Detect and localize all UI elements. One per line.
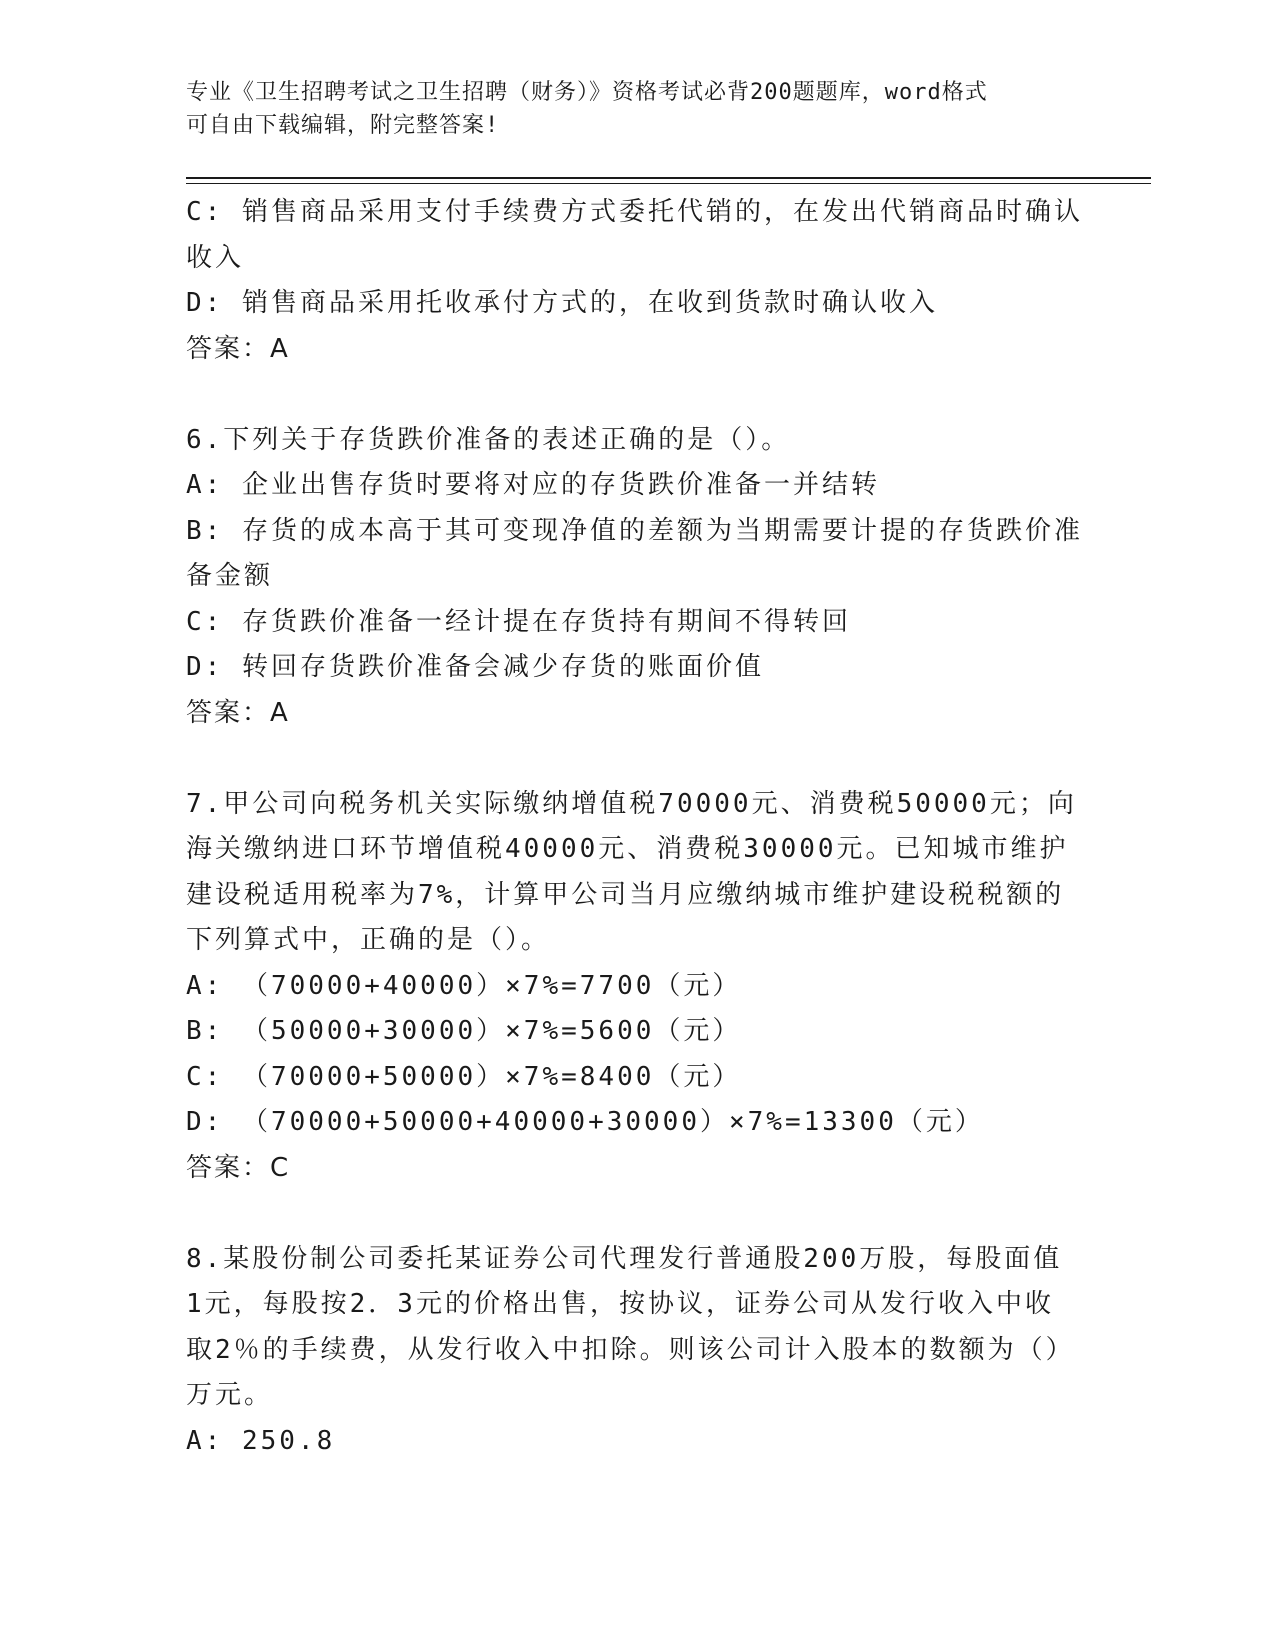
q7-option-b: B: （50000+30000）×7%=5600（元） — [186, 1016, 742, 1046]
spacer — [186, 372, 1086, 418]
q7-option-d: D: （70000+50000+40000+30000）×7%=13300（元） — [186, 1107, 984, 1137]
question-8 — [186, 1237, 1086, 1465]
q5-option-c: C: 销售商品采用支付手续费方式委托代销的，在发出代销商品时确认 — [186, 197, 1083, 227]
q7-stem-line-1: 7.甲公司向税务机关实际缴纳增值税70000元、消费税50000元；向 — [186, 788, 1077, 819]
q7-stem-line-3: 建设税适用税率为7%，计算甲公司当月应缴纳城市维护建设税税额的 — [186, 879, 1065, 910]
q8-stem-line-2: 1元，每股按2．3元的价格出售，按协议，证券公司从发行收入中收 — [186, 1289, 1054, 1319]
q7-stem-line-2: 海关缴纳进口环节增值税40000元、消费税30000元。已知城市维护 — [186, 834, 1069, 864]
header-line-1: 专业《卫生招聘考试之卫生招聘（财务）》资格考试必背200题题库，word格式 — [186, 80, 988, 105]
q7-stem-line-4: 下列算式中，正确的是（）。 — [186, 925, 551, 955]
q5-answer: 答案：A — [186, 333, 290, 364]
q6-option-b-continued: 备金额 — [186, 561, 274, 591]
q8-stem-line-1: 8.某股份制公司委托某证券公司代理发行普通股200万股，每股面值 — [186, 1243, 1063, 1274]
q5-option-c-continued: 收入 — [186, 242, 245, 273]
q6-option-a: A: 企业出售存货时要将对应的存货跌价准备一并结转 — [186, 470, 880, 500]
spacer — [186, 1191, 1086, 1237]
q6-option-b: B: 存货的成本高于其可变现净值的差额为当期需要计提的存货跌价准 — [186, 515, 1083, 546]
q8-option-a: A: 250.8 — [186, 1425, 336, 1456]
q8-stem-line-3: 取2％的手续费，从发行收入中扣除。则该公司计入股本的数额为（） — [186, 1334, 1075, 1365]
document-body — [186, 190, 1086, 1464]
q7-answer: 答案：C — [186, 1152, 291, 1183]
header-line-2: 可自由下载编辑，附完整答案! — [186, 113, 500, 138]
question-7 — [186, 782, 1086, 1192]
q6-option-d: D: 转回存货跌价准备会减少存货的账面价值 — [186, 652, 764, 682]
header-rule-thick — [186, 177, 1151, 179]
q8-stem-line-4: 万元。 — [186, 1380, 274, 1410]
header-rule-thin — [186, 183, 1151, 184]
q7-option-a: A: （70000+40000）×7%=7700（元） — [186, 970, 742, 1001]
document-header — [186, 76, 1086, 142]
spacer — [186, 736, 1086, 782]
q7-option-c: C: （70000+50000）×7%=8400（元） — [186, 1061, 742, 1092]
q6-stem: 6.下列关于存货跌价准备的表述正确的是（）。 — [186, 424, 791, 455]
question-5-fragment — [186, 190, 1086, 372]
q6-answer: 答案：A — [186, 697, 290, 728]
q5-option-d: D: 销售商品采用托收承付方式的，在收到货款时确认收入 — [186, 288, 938, 318]
question-6 — [186, 418, 1086, 737]
q6-option-c: C: 存货跌价准备一经计提在存货持有期间不得转回 — [186, 606, 851, 637]
